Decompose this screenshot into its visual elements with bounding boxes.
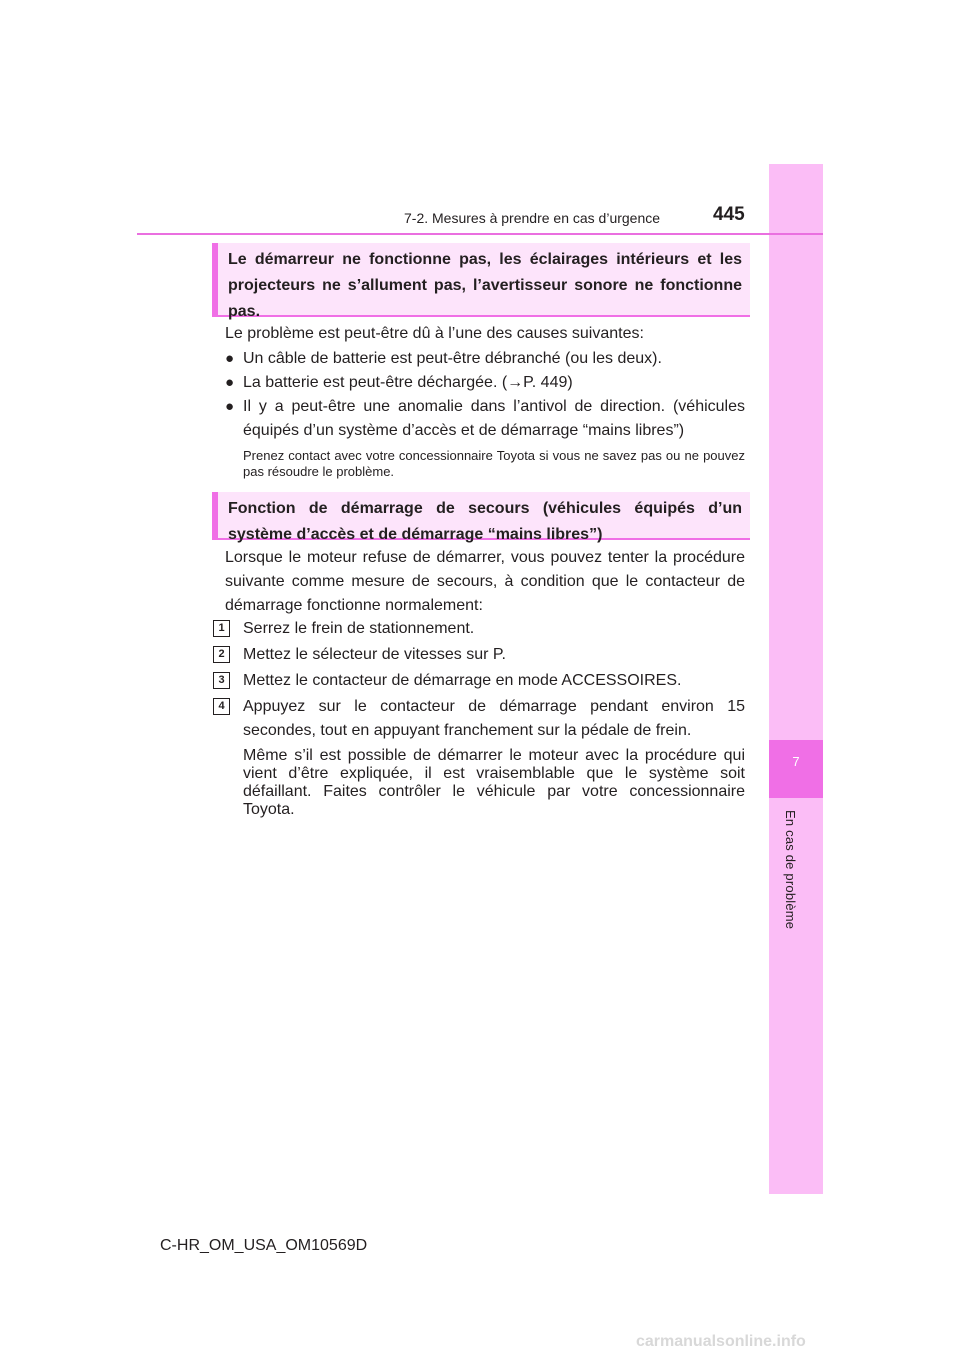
- section2-heading: Fonction de démarrage de secours (véhicules équipés d’un système d’accès et de démarrage “mains libres”): [212, 492, 750, 540]
- chapter-side-tab: [769, 164, 823, 1194]
- section-title: 7-2. Mesures à prendre en cas d’urgence: [404, 210, 661, 226]
- document-code: C-HR_OM_USA_OM10569D: [160, 1237, 368, 1254]
- step-text: Mettez le sélecteur de vitesses sur P.: [243, 646, 506, 663]
- bullet-text: Il y a peut-être une anomalie dans l’antivol de direction. (véhicules équipés d’un système d’accès et de démarrage “mains libres”): [243, 398, 745, 439]
- section1-heading: Le démarreur ne fonctionne pas, les éclairages intérieurs et les projecteurs ne s’allument pas, l’avertisseur sonore ne fonctionne pas.: [212, 243, 750, 317]
- step-note: Même s’il est possible de démarrer le moteur avec la procédure qui vient d’être expliquée, il est vraisemblable que le système soit défaillant. Faites contrôler le véhicule par votre concessionnaire Toyota.: [243, 747, 745, 818]
- section1-note: Prenez contact avec votre concessionnaire Toyota si vous ne savez pas ou ne pouvez pas résoudre le problème.: [243, 448, 745, 479]
- list-item: [225, 347, 745, 371]
- bullet-icon: ●: [225, 350, 235, 367]
- chapter-tab-highlight: [769, 740, 823, 798]
- step-text: Appuyez sur le contacteur de démarrage pendant environ 15 secondes, tout en appuyant franchement sur la pédale de frein.: [243, 698, 745, 739]
- step-number-badge: 2: [213, 646, 230, 663]
- step-number-badge: 1: [213, 620, 230, 637]
- step-text: Mettez le contacteur de démarrage en mode ACCESSOIRES.: [243, 672, 682, 689]
- bullet-icon: ●: [225, 374, 235, 391]
- section1-intro: Le problème est peut-être dû à l’une des causes suivantes:: [225, 325, 644, 342]
- page-number: 445: [713, 204, 745, 225]
- step-number-badge: 3: [213, 672, 230, 689]
- step-text: Serrez le frein de stationnement.: [243, 620, 475, 637]
- bullet-text: La batterie est peut-être déchargée. (→P. 449): [243, 374, 573, 391]
- section2-intro: Lorsque le moteur refuse de démarrer, vous pouvez tenter la procédure suivante comme mesure de secours, à condition que le contacteur de démarrage fonctionne normalement:: [225, 549, 745, 614]
- bullet-text: Un câble de batterie est peut-être débranché (ou les deux).: [243, 350, 662, 367]
- chapter-number: 7: [792, 754, 800, 769]
- step-number-badge: 4: [213, 698, 230, 715]
- watermark-text: carmanualsonline.info: [636, 1333, 806, 1350]
- bullet-icon: ●: [225, 398, 235, 415]
- header-divider: [137, 233, 823, 235]
- list-item: [225, 395, 745, 443]
- chapter-title: En cas de problème: [783, 810, 798, 930]
- list-item: [225, 371, 745, 395]
